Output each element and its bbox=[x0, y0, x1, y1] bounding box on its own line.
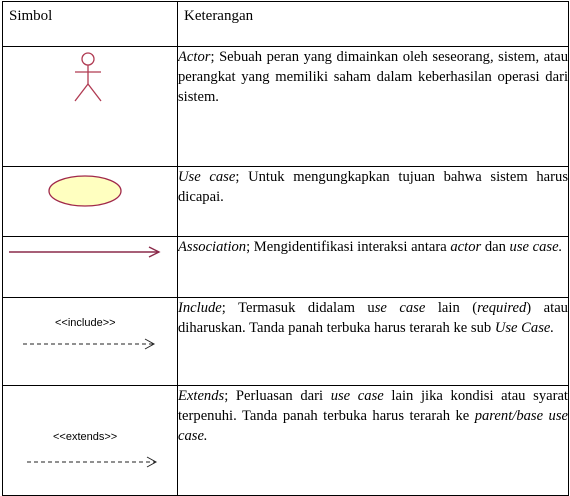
symbol-table bbox=[2, 1, 569, 496]
include-description-text: Include; Termasuk didalam use case lain (required) atau diharuskan. Tanda panah terbuka harus terarah ke sub Use Case. bbox=[178, 300, 568, 336]
actor-description bbox=[178, 47, 569, 167]
use-case-ellipse-icon bbox=[3, 167, 178, 237]
row-use-case bbox=[3, 167, 569, 237]
use-case-symbol-cell bbox=[3, 167, 178, 237]
header-keterangan bbox=[178, 2, 569, 47]
association-symbol-cell bbox=[3, 237, 178, 298]
actor-description-text: Actor; Sebuah peran yang dimainkan oleh seseorang, sistem, atau perangkat yang memiliki saham dalam keberhasilan operasi dari sistem. bbox=[178, 49, 568, 105]
actor-icon bbox=[3, 47, 178, 167]
actor-symbol-cell bbox=[3, 47, 178, 167]
extends-description-text: Extends; Perluasan dari use case lain jika kondisi atau syarat terpenuhi. Tanda panah terbuka harus terarah ke parent/base use case. bbox=[178, 388, 568, 444]
header-simbol-text: Simbol bbox=[9, 8, 53, 24]
use-case-description bbox=[178, 167, 569, 237]
header-keterangan-text: Keterangan bbox=[184, 8, 254, 24]
association-arrow-icon bbox=[3, 237, 178, 298]
row-association bbox=[3, 237, 569, 298]
header-row bbox=[3, 2, 569, 47]
include-arrow-icon bbox=[3, 298, 178, 386]
row-actor bbox=[3, 47, 569, 167]
association-description bbox=[178, 237, 569, 298]
extends-arrow-icon bbox=[3, 386, 178, 496]
association-description-text: Association; Mengidentifikasi interaksi antara actor dan use case. bbox=[178, 239, 563, 255]
extends-symbol-cell bbox=[3, 386, 178, 496]
row-include bbox=[3, 298, 569, 386]
extends-label: <<extends>> bbox=[53, 431, 118, 443]
header-simbol bbox=[3, 2, 178, 47]
row-extends bbox=[3, 386, 569, 496]
use-case-description-text: Use case; Untuk mengungkapkan tujuan bahwa sistem harus dicapai. bbox=[178, 169, 568, 205]
include-label: <<include>> bbox=[55, 317, 116, 329]
extends-description bbox=[178, 386, 569, 496]
include-description bbox=[178, 298, 569, 386]
include-symbol-cell bbox=[3, 298, 178, 386]
